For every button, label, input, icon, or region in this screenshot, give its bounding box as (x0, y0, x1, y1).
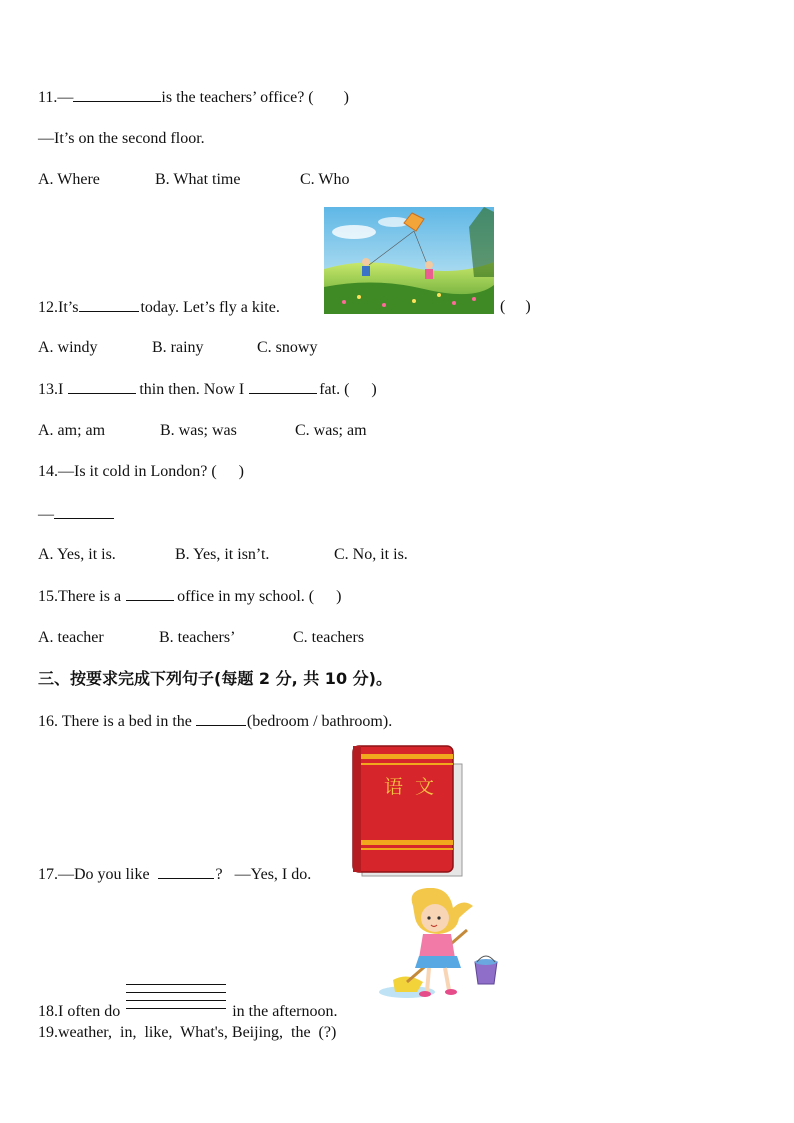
q18-writing-lines[interactable] (126, 988, 226, 1018)
q15-paren-close: ) (336, 588, 342, 605)
q13-blank-1[interactable] (68, 379, 136, 394)
mopping-icon (377, 888, 501, 1004)
q18-prefix: 18.I often do (38, 1003, 121, 1020)
q12-prefix: 12.It’s (38, 299, 79, 316)
q16-line (38, 711, 392, 732)
q15-prefix: 15.There is a (38, 588, 122, 605)
q19-line: 19.weather, in, like, What's, Beijing, the (?) (38, 1024, 337, 1041)
q17-suffix: ? —Yes, I do. (215, 866, 312, 883)
q16-blank[interactable] (196, 711, 246, 726)
q15-option-c[interactable]: C. teachers (293, 629, 365, 646)
q14-line (38, 462, 244, 482)
q15-suffix: office in my school. ( (177, 588, 315, 605)
q11-paren-close: ) (343, 89, 349, 106)
q14-blank[interactable] (54, 504, 114, 519)
q14-paren-close: ) (238, 463, 244, 480)
q12-line (38, 297, 280, 318)
section3-heading: 三、按要求完成下列句子(每题 2 分, 共 10 分)。 (38, 669, 392, 688)
q11-option-b[interactable]: B. What time (155, 171, 241, 188)
q11-suffix: is the teachers’ office? ( (161, 89, 314, 106)
q15-option-b[interactable]: B. teachers’ (159, 629, 236, 646)
q18-suffix: in the afternoon. (232, 1003, 338, 1020)
q12-option-a[interactable]: A. windy (38, 339, 98, 356)
q13-suffix: fat. ( (319, 381, 350, 398)
q18-line (38, 988, 338, 1022)
chinese-book-picture (352, 744, 464, 878)
q13-option-b[interactable]: B. was; was (160, 422, 237, 439)
q13-option-a[interactable]: A. am; am (38, 422, 106, 439)
q15-blank[interactable] (126, 586, 174, 601)
q14-text: 14.—Is it cold in London? ( (38, 463, 217, 480)
q17-line (38, 864, 311, 885)
q13-middle: thin then. Now I (139, 381, 245, 398)
q11-option-c[interactable]: C. Who (300, 171, 350, 188)
q16-prefix: 16. There is a bed in the (38, 713, 192, 730)
q13-line (38, 379, 377, 400)
book-title: 语 文 (383, 776, 435, 798)
q15-option-a[interactable]: A. teacher (38, 629, 104, 646)
q13-paren-close: ) (371, 381, 377, 398)
q11-blank[interactable] (73, 87, 161, 102)
girl-mopping-picture (377, 888, 501, 1004)
q16-suffix: (bedroom / bathroom). (246, 713, 393, 730)
q13-prefix: 13.I (38, 381, 64, 398)
q12-paren: ( ) (500, 298, 531, 315)
q13-option-c[interactable]: C. was; am (295, 422, 367, 439)
q12-option-b[interactable]: B. rainy (152, 339, 204, 356)
kite-scene-icon (324, 207, 494, 314)
q14-option-a[interactable]: A. Yes, it is. (38, 546, 116, 563)
q14-option-b[interactable]: B. Yes, it isn’t. (175, 546, 270, 563)
q11-option-a[interactable]: A. Where (38, 171, 100, 188)
q17-prefix: 17.—Do you like (38, 866, 150, 883)
q12-blank[interactable] (79, 297, 139, 312)
q13-blank-2[interactable] (249, 379, 317, 394)
q12-option-c[interactable]: C. snowy (257, 339, 318, 356)
q12-suffix: today. Let’s fly a kite. (140, 299, 280, 316)
q15-line (38, 586, 341, 607)
q14-answer: — (38, 504, 114, 525)
q11-prefix: 11.— (38, 89, 74, 106)
kite-picture (324, 207, 494, 314)
q11-answer: —It’s on the second floor. (38, 130, 205, 147)
book-icon (352, 744, 464, 878)
q11-line (38, 87, 349, 108)
q14-option-c[interactable]: C. No, it is. (334, 546, 408, 563)
q17-blank[interactable] (158, 864, 214, 879)
